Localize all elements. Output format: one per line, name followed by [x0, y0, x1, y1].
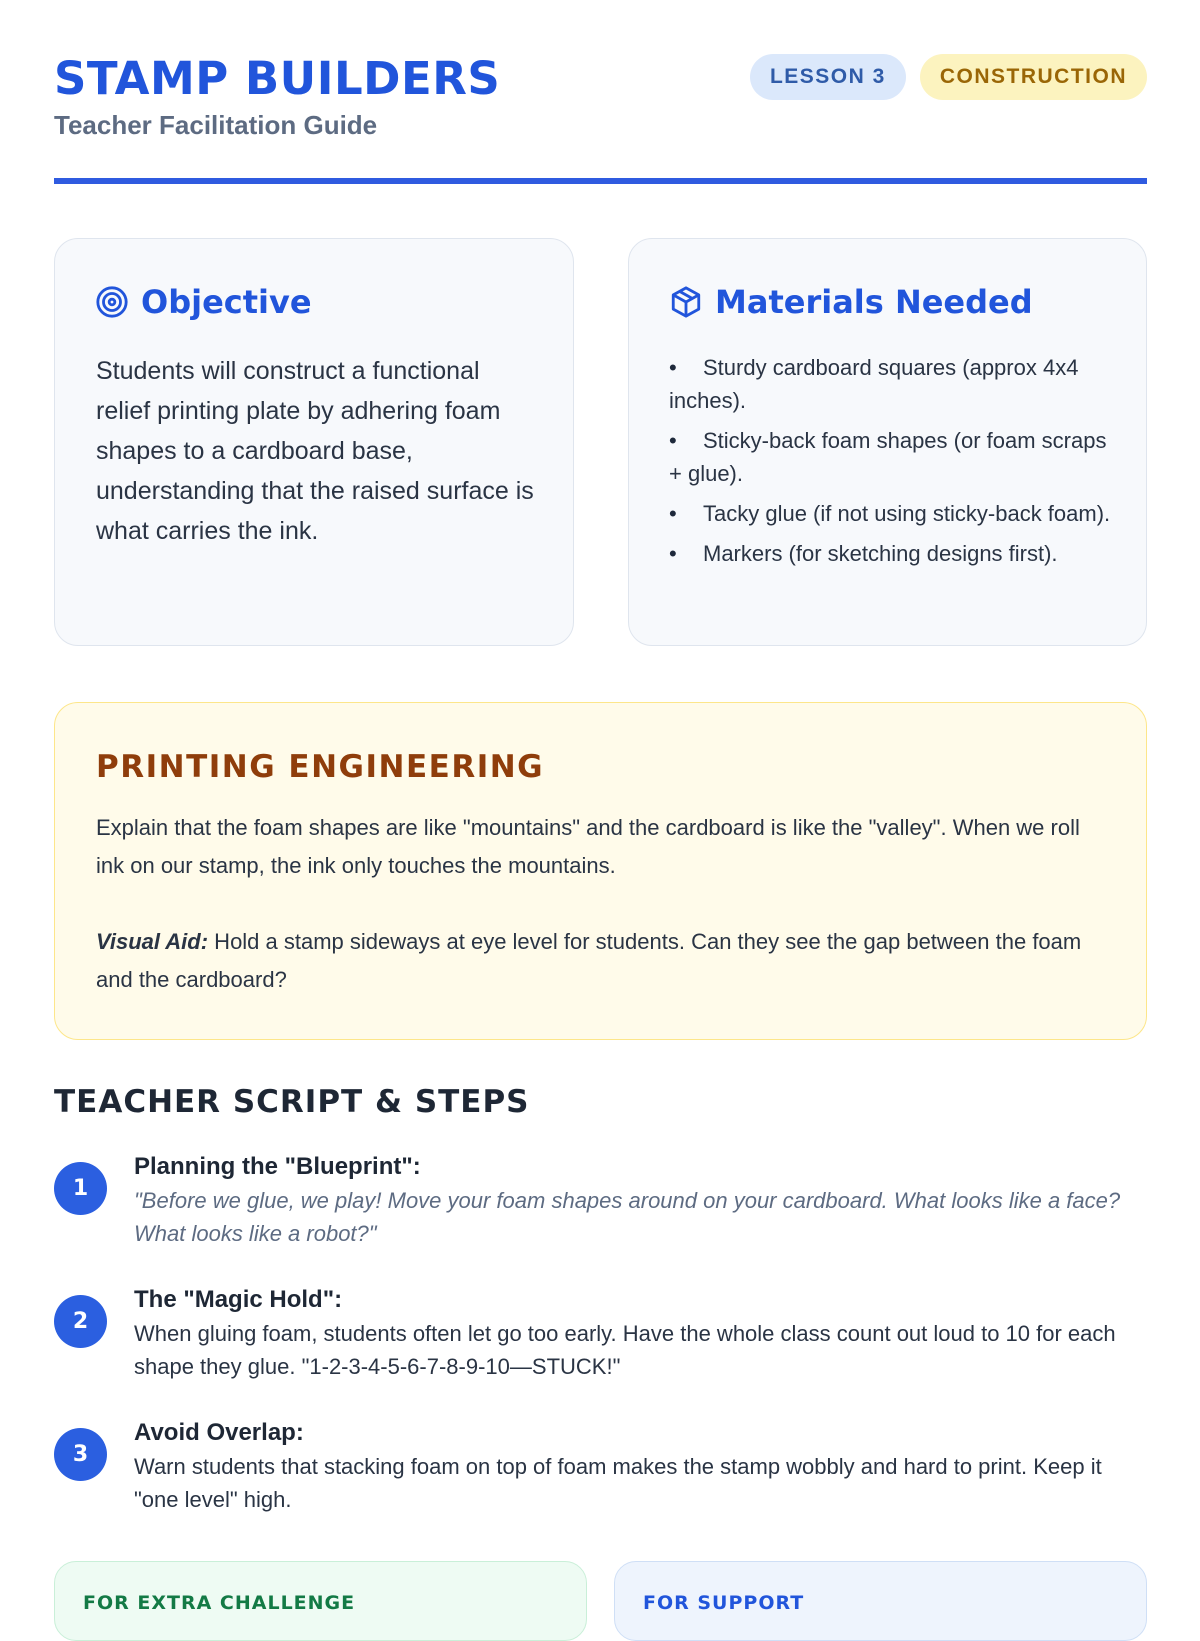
- objective-text: Students will construct a functional relief printing plate by adhering foam shapes to a cardboard base, understanding that the raised surface is what carries the ink.: [96, 357, 534, 545]
- list-item: • Sturdy cardboard squares (approx 4x4 inches).: [669, 351, 1119, 417]
- step-title: Planning the "Blueprint":: [134, 1153, 421, 1180]
- step-text: "Before we glue, we play! Move your foam shapes around on your cardboard. What looks like a face? What looks like a robot?": [134, 1188, 1121, 1246]
- list-item: • Sticky-back foam shapes (or foam scraps + glue).: [669, 424, 1119, 490]
- step-body: [134, 1283, 1144, 1383]
- box-icon: [669, 285, 703, 319]
- visual-aid-label: Visual Aid:: [96, 929, 209, 954]
- objective-title: Objective: [141, 283, 312, 321]
- printing-engineering-callout: [54, 702, 1147, 1040]
- page-header: [54, 50, 1147, 184]
- list-item: • Tacky glue (if not using sticky-back foam).: [669, 497, 1119, 530]
- badge-group: [750, 54, 1147, 100]
- page-title: STAMP BUILDERS: [54, 52, 501, 105]
- step-body: [134, 1150, 1144, 1250]
- lesson-badge: LESSON 3: [750, 54, 906, 100]
- support-title: FOR SUPPORT: [643, 1592, 805, 1614]
- step-number-badge: 3: [54, 1428, 107, 1481]
- page-subtitle: Teacher Facilitation Guide: [54, 110, 378, 140]
- target-icon: [95, 285, 129, 319]
- step-text: When gluing foam, students often let go too early. Have the whole class count out loud to 10 for each shape they glue. "1-2-3-4-5-6-7-8-9-10—STUCK!": [134, 1321, 1116, 1379]
- category-badge: CONSTRUCTION: [920, 54, 1147, 100]
- visual-aid-paragraph: [96, 923, 1106, 999]
- visual-aid-text: Hold a stamp sideways at eye level for students. Can they see the gap between the foam and the cardboard?: [96, 929, 1082, 992]
- step-title: Avoid Overlap:: [134, 1419, 304, 1446]
- step-title: The "Magic Hold":: [134, 1286, 343, 1313]
- step-number-badge: 2: [54, 1295, 107, 1348]
- step-number-badge: 1: [54, 1162, 107, 1215]
- callout-paragraph: Explain that the foam shapes are like "mountains" and the cardboard is like the "valley". When we roll ink on our stamp, the ink only touches the mountains.: [96, 815, 1080, 878]
- materials-card: [628, 238, 1147, 646]
- support-card: [614, 1561, 1147, 1641]
- materials-heading: [669, 283, 1033, 321]
- extra-challenge-title: FOR EXTRA CHALLENGE: [83, 1592, 356, 1614]
- step-text: Warn students that stacking foam on top of foam makes the stamp wobbly and hard to print. Keep it "one level" high.: [134, 1454, 1102, 1512]
- list-item: • Markers (for sketching designs first).: [669, 537, 1119, 570]
- step-body: [134, 1416, 1144, 1516]
- extra-challenge-card: [54, 1561, 587, 1641]
- materials-title: Materials Needed: [715, 283, 1033, 321]
- objective-card: [54, 238, 574, 646]
- objective-heading: [95, 283, 312, 321]
- steps-heading: TEACHER SCRIPT & STEPS: [54, 1084, 530, 1120]
- callout-title: PRINTING ENGINEERING: [96, 749, 545, 785]
- materials-list: [669, 351, 1119, 577]
